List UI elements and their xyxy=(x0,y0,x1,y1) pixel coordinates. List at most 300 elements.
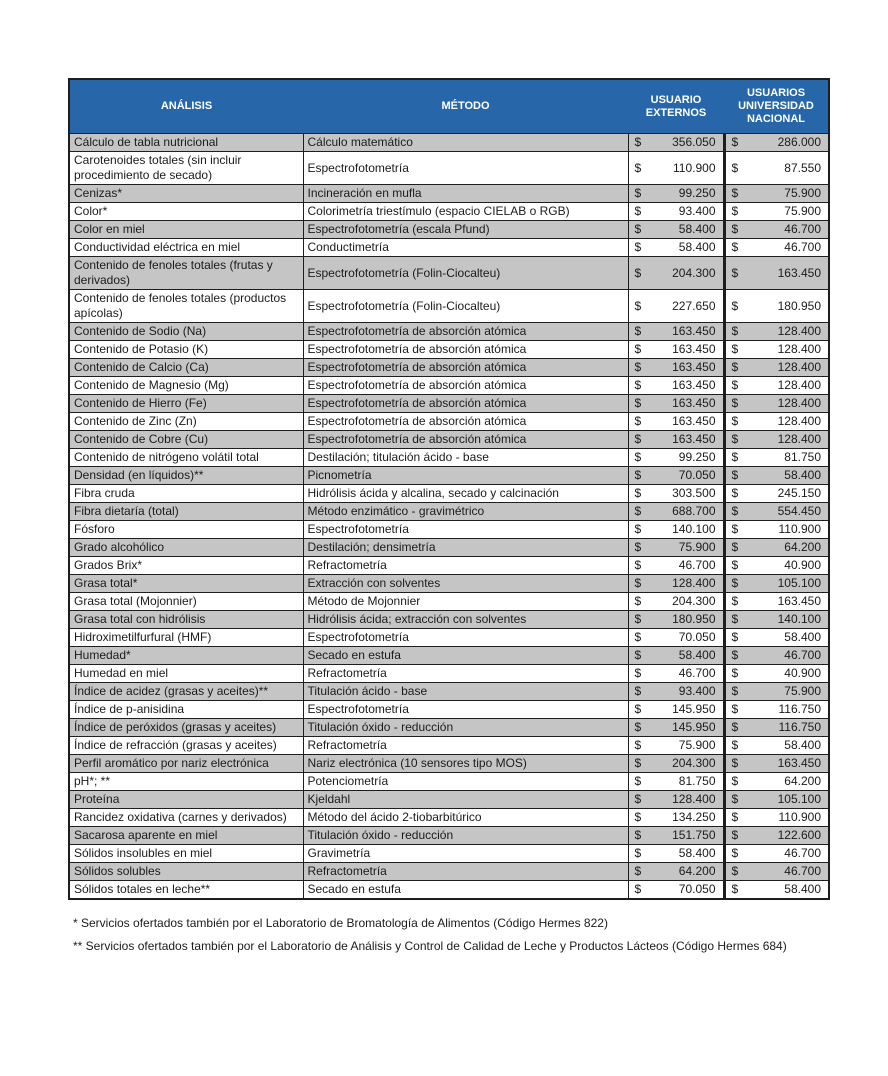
unal-user-price-cell xyxy=(724,593,829,611)
table-row xyxy=(69,485,829,503)
unal-user-price: 64.200 xyxy=(784,774,821,788)
footnote-single-asterisk: * Servicios ofertados también por el Laboratorio de Bromatología de Alimentos (Código Hermes 822) xyxy=(73,916,608,930)
external-user-price-cell xyxy=(628,845,724,863)
external-user-price: 58.400 xyxy=(678,240,716,254)
table-row xyxy=(69,683,829,701)
table-row xyxy=(69,431,829,449)
unal-user-price-cell xyxy=(724,683,829,701)
method-name: Método de Mojonnier xyxy=(303,593,628,611)
currency-symbol: $ xyxy=(634,342,642,356)
analysis-name: Color en miel xyxy=(69,221,303,239)
external-user-price: 70.050 xyxy=(678,882,716,896)
external-user-price: 145.950 xyxy=(672,720,716,734)
currency-symbol: $ xyxy=(731,414,739,428)
analysis-name: Índice de refracción (grasas y aceites) xyxy=(69,737,303,755)
analysis-name: Cálculo de tabla nutricional xyxy=(69,134,303,152)
method-name: Espectrofotometría de absorción atómica xyxy=(303,359,628,377)
analysis-name: Perfil aromático por nariz electrónica xyxy=(69,755,303,773)
external-user-price: 128.400 xyxy=(672,576,716,590)
analysis-name: Carotenoides totales (sin incluir procedimiento de secado) xyxy=(69,152,303,185)
external-user-price: 99.250 xyxy=(678,186,716,200)
currency-symbol: $ xyxy=(634,186,642,200)
table-row xyxy=(69,827,829,845)
unal-user-price: 128.400 xyxy=(777,378,821,392)
analysis-name: Fibra cruda xyxy=(69,485,303,503)
analysis-name: Contenido de nitrógeno volátil total xyxy=(69,449,303,467)
method-name: Titulación óxido - reducción xyxy=(303,827,628,845)
currency-symbol: $ xyxy=(634,414,642,428)
analysis-name: Índice de p-anisidina xyxy=(69,701,303,719)
currency-symbol: $ xyxy=(634,222,642,236)
unal-user-price: 75.900 xyxy=(784,684,821,698)
unal-user-price: 58.400 xyxy=(784,468,821,482)
external-user-price-cell xyxy=(628,203,724,221)
unal-user-price: 46.700 xyxy=(784,846,821,860)
method-name: Refractometría xyxy=(303,557,628,575)
external-user-price-cell xyxy=(628,359,724,377)
currency-symbol: $ xyxy=(731,648,739,662)
currency-symbol: $ xyxy=(731,240,739,254)
unal-user-price-cell xyxy=(724,395,829,413)
method-name: Espectrofotometría de absorción atómica xyxy=(303,413,628,431)
table-row xyxy=(69,809,829,827)
table-row xyxy=(69,575,829,593)
external-user-price: 140.100 xyxy=(672,522,716,536)
currency-symbol: $ xyxy=(731,738,739,752)
external-user-price: 93.400 xyxy=(678,204,716,218)
unal-user-price: 40.900 xyxy=(784,666,821,680)
currency-symbol: $ xyxy=(634,702,642,716)
currency-symbol: $ xyxy=(731,684,739,698)
external-user-price-cell xyxy=(628,557,724,575)
external-user-price-cell xyxy=(628,257,724,290)
price-table-container xyxy=(68,78,828,900)
currency-symbol: $ xyxy=(731,792,739,806)
unal-user-price-cell xyxy=(724,611,829,629)
currency-symbol: $ xyxy=(634,135,642,149)
table-row xyxy=(69,755,829,773)
method-name: Espectrofotometría (escala Pfund) xyxy=(303,221,628,239)
footnotes xyxy=(73,916,888,953)
analysis-name: Grados Brix* xyxy=(69,557,303,575)
external-user-price: 356.050 xyxy=(672,135,716,149)
table-row xyxy=(69,701,829,719)
external-user-price-cell xyxy=(628,239,724,257)
analysis-name: Grasa total* xyxy=(69,575,303,593)
table-row xyxy=(69,290,829,323)
analysis-name: Hidroximetilfurfural (HMF) xyxy=(69,629,303,647)
external-user-price: 58.400 xyxy=(678,846,716,860)
external-user-price: 64.200 xyxy=(678,864,716,878)
unal-user-price: 58.400 xyxy=(784,630,821,644)
analysis-name: Contenido de Magnesio (Mg) xyxy=(69,377,303,395)
method-name: Método del ácido 2-tiobarbitúrico xyxy=(303,809,628,827)
method-name: Refractometría xyxy=(303,863,628,881)
method-name: Nariz electrónica (10 sensores tipo MOS) xyxy=(303,755,628,773)
unal-user-price-cell xyxy=(724,647,829,665)
analysis-name: Índice de acidez (grasas y aceites)** xyxy=(69,683,303,701)
currency-symbol: $ xyxy=(634,846,642,860)
external-user-price-cell xyxy=(628,431,724,449)
unal-user-price: 128.400 xyxy=(777,360,821,374)
currency-symbol: $ xyxy=(634,576,642,590)
table-row xyxy=(69,257,829,290)
unal-user-price: 75.900 xyxy=(784,186,821,200)
currency-symbol: $ xyxy=(731,222,739,236)
table-row xyxy=(69,539,829,557)
unal-user-price-cell xyxy=(724,629,829,647)
method-name: Espectrofotometría (Folin-Ciocalteu) xyxy=(303,257,628,290)
external-user-price-cell xyxy=(628,683,724,701)
external-user-price-cell xyxy=(628,863,724,881)
currency-symbol: $ xyxy=(634,486,642,500)
column-header-usuario-externos: USUARIO EXTERNOS xyxy=(628,79,724,134)
external-user-price: 180.950 xyxy=(672,612,716,626)
unal-user-price-cell xyxy=(724,845,829,863)
table-row xyxy=(69,611,829,629)
external-user-price-cell xyxy=(628,827,724,845)
unal-user-price-cell xyxy=(724,809,829,827)
analysis-name: Humedad* xyxy=(69,647,303,665)
external-user-price: 163.450 xyxy=(672,324,716,338)
method-name: Espectrofotometría xyxy=(303,701,628,719)
external-user-price: 134.250 xyxy=(672,810,716,824)
unal-user-price: 116.750 xyxy=(778,720,821,734)
currency-symbol: $ xyxy=(634,594,642,608)
external-user-price-cell xyxy=(628,773,724,791)
unal-user-price-cell xyxy=(724,203,829,221)
unal-user-price: 58.400 xyxy=(784,738,821,752)
unal-user-price: 128.400 xyxy=(777,432,821,446)
external-user-price-cell xyxy=(628,701,724,719)
external-user-price: 75.900 xyxy=(678,540,716,554)
currency-symbol: $ xyxy=(731,432,739,446)
currency-symbol: $ xyxy=(731,720,739,734)
analysis-name: Fósforo xyxy=(69,521,303,539)
table-row xyxy=(69,881,829,900)
table-row xyxy=(69,845,829,863)
external-user-price-cell xyxy=(628,755,724,773)
table-row xyxy=(69,719,829,737)
document-page xyxy=(0,78,888,1076)
external-user-price: 688.700 xyxy=(672,504,716,518)
currency-symbol: $ xyxy=(731,298,739,313)
table-row xyxy=(69,152,829,185)
external-user-price: 163.450 xyxy=(672,360,716,374)
analysis-name: Contenido de Hierro (Fe) xyxy=(69,395,303,413)
currency-symbol: $ xyxy=(731,342,739,356)
external-user-price-cell xyxy=(628,290,724,323)
external-user-price-cell xyxy=(628,539,724,557)
external-user-price-cell xyxy=(628,881,724,900)
method-name: Hidrólisis ácida y alcalina, secado y calcinación xyxy=(303,485,628,503)
external-user-price: 163.450 xyxy=(672,396,716,410)
table-row xyxy=(69,413,829,431)
unal-user-price-cell xyxy=(724,521,829,539)
analysis-name: Sólidos solubles xyxy=(69,863,303,881)
analysis-name: Sólidos totales en leche** xyxy=(69,881,303,900)
unal-user-price: 554.450 xyxy=(777,504,821,518)
unal-user-price: 105.100 xyxy=(777,792,821,806)
unal-user-price: 58.400 xyxy=(784,882,821,896)
currency-symbol: $ xyxy=(634,432,642,446)
analysis-name: Densidad (en líquidos)** xyxy=(69,467,303,485)
table-row xyxy=(69,863,829,881)
currency-symbol: $ xyxy=(634,160,642,175)
method-name: Espectrofotometría de absorción atómica xyxy=(303,341,628,359)
table-row xyxy=(69,377,829,395)
currency-symbol: $ xyxy=(731,558,739,572)
currency-symbol: $ xyxy=(731,504,739,518)
method-name: Espectrofotometría de absorción atómica xyxy=(303,431,628,449)
table-row xyxy=(69,449,829,467)
external-user-price: 151.750 xyxy=(672,828,716,842)
analysis-name: Sólidos insolubles en miel xyxy=(69,845,303,863)
method-name: Secado en estufa xyxy=(303,647,628,665)
column-header-usuarios-universidad-nacional: USUARIOS UNIVERSIDAD NACIONAL xyxy=(724,79,829,134)
method-name: Colorimetría triestímulo (espacio CIELAB o RGB) xyxy=(303,203,628,221)
external-user-price: 46.700 xyxy=(678,666,716,680)
analysis-name: Contenido de Cobre (Cu) xyxy=(69,431,303,449)
currency-symbol: $ xyxy=(634,396,642,410)
unal-user-price: 180.950 xyxy=(777,298,821,313)
unal-user-price: 286.000 xyxy=(777,135,821,149)
external-user-price-cell xyxy=(628,791,724,809)
method-name: Incineración en mufla xyxy=(303,185,628,203)
method-name: Espectrofotometría de absorción atómica xyxy=(303,377,628,395)
unal-user-price-cell xyxy=(724,701,829,719)
external-user-price: 70.050 xyxy=(678,630,716,644)
currency-symbol: $ xyxy=(731,186,739,200)
analysis-name: Índice de peróxidos (grasas y aceites) xyxy=(69,719,303,737)
unal-user-price-cell xyxy=(724,239,829,257)
unal-user-price: 81.750 xyxy=(784,450,821,464)
unal-user-price-cell xyxy=(724,485,829,503)
unal-user-price-cell xyxy=(724,413,829,431)
analysis-name: Humedad en miel xyxy=(69,665,303,683)
external-user-price: 46.700 xyxy=(678,558,716,572)
method-name: Refractometría xyxy=(303,665,628,683)
unal-user-price-cell xyxy=(724,221,829,239)
external-user-price-cell xyxy=(628,575,724,593)
table-row xyxy=(69,629,829,647)
table-row xyxy=(69,557,829,575)
method-name: Espectrofotometría xyxy=(303,629,628,647)
method-name: Espectrofotometría de absorción atómica xyxy=(303,323,628,341)
unal-user-price: 128.400 xyxy=(777,324,821,338)
analysis-name: Cenizas* xyxy=(69,185,303,203)
method-name: Conductimetría xyxy=(303,239,628,257)
unal-user-price-cell xyxy=(724,152,829,185)
external-user-price-cell xyxy=(628,152,724,185)
currency-symbol: $ xyxy=(731,396,739,410)
table-row xyxy=(69,521,829,539)
external-user-price-cell xyxy=(628,185,724,203)
analysis-name: Rancidez oxidativa (carnes y derivados) xyxy=(69,809,303,827)
currency-symbol: $ xyxy=(634,450,642,464)
external-user-price: 99.250 xyxy=(678,450,716,464)
analysis-name: Contenido de fenoles totales (productos apícolas) xyxy=(69,290,303,323)
currency-symbol: $ xyxy=(731,576,739,590)
method-name: Gravimetría xyxy=(303,845,628,863)
external-user-price: 70.050 xyxy=(678,468,716,482)
currency-symbol: $ xyxy=(731,360,739,374)
currency-symbol: $ xyxy=(731,204,739,218)
unal-user-price-cell xyxy=(724,134,829,152)
table-row xyxy=(69,323,829,341)
unal-user-price: 75.900 xyxy=(784,204,821,218)
unal-user-price: 163.450 xyxy=(777,594,821,608)
table-row xyxy=(69,221,829,239)
external-user-price-cell xyxy=(628,719,724,737)
external-user-price-cell xyxy=(628,521,724,539)
currency-symbol: $ xyxy=(634,684,642,698)
unal-user-price-cell xyxy=(724,377,829,395)
external-user-price-cell xyxy=(628,665,724,683)
unal-user-price-cell xyxy=(724,503,829,521)
method-name: Cálculo matemático xyxy=(303,134,628,152)
currency-symbol: $ xyxy=(634,882,642,896)
currency-symbol: $ xyxy=(731,774,739,788)
external-user-price: 145.950 xyxy=(672,702,716,716)
currency-symbol: $ xyxy=(634,828,642,842)
currency-symbol: $ xyxy=(634,738,642,752)
table-row xyxy=(69,359,829,377)
currency-symbol: $ xyxy=(731,864,739,878)
external-user-price-cell xyxy=(628,611,724,629)
analysis-name: Grado alcohólico xyxy=(69,539,303,557)
table-row xyxy=(69,341,829,359)
external-user-price: 163.450 xyxy=(672,378,716,392)
currency-symbol: $ xyxy=(731,160,739,175)
footnote-double-asterisk: ** Servicios ofertados también por el Laboratorio de Análisis y Control de Calidad de Leche y Productos Lácteos (Código Hermes 684) xyxy=(73,939,787,953)
currency-symbol: $ xyxy=(634,810,642,824)
price-table xyxy=(68,78,830,900)
external-user-price-cell xyxy=(628,134,724,152)
currency-symbol: $ xyxy=(731,756,739,770)
unal-user-price: 163.450 xyxy=(777,756,821,770)
analysis-name: Contenido de fenoles totales (frutas y derivados) xyxy=(69,257,303,290)
external-user-price-cell xyxy=(628,485,724,503)
external-user-price-cell xyxy=(628,377,724,395)
currency-symbol: $ xyxy=(731,135,739,149)
table-row xyxy=(69,185,829,203)
table-row xyxy=(69,503,829,521)
table-row xyxy=(69,737,829,755)
unal-user-price: 46.700 xyxy=(784,240,821,254)
method-name: Kjeldahl xyxy=(303,791,628,809)
currency-symbol: $ xyxy=(731,702,739,716)
method-name: Hidrólisis ácida; extracción con solventes xyxy=(303,611,628,629)
currency-symbol: $ xyxy=(634,648,642,662)
external-user-price: 227.650 xyxy=(672,298,716,313)
currency-symbol: $ xyxy=(634,360,642,374)
currency-symbol: $ xyxy=(731,468,739,482)
currency-symbol: $ xyxy=(731,594,739,608)
unal-user-price-cell xyxy=(724,827,829,845)
analysis-name: Contenido de Sodio (Na) xyxy=(69,323,303,341)
table-row xyxy=(69,134,829,152)
external-user-price-cell xyxy=(628,449,724,467)
unal-user-price-cell xyxy=(724,557,829,575)
unal-user-price: 110.900 xyxy=(778,810,821,824)
unal-user-price-cell xyxy=(724,755,829,773)
table-row xyxy=(69,239,829,257)
method-name: Espectrofotometría xyxy=(303,152,628,185)
analysis-name: Grasa total (Mojonnier) xyxy=(69,593,303,611)
analysis-name: Sacarosa aparente en miel xyxy=(69,827,303,845)
unal-user-price-cell xyxy=(724,467,829,485)
unal-user-price: 122.600 xyxy=(777,828,821,842)
unal-user-price-cell xyxy=(724,431,829,449)
table-row xyxy=(69,773,829,791)
currency-symbol: $ xyxy=(731,324,739,338)
method-name: Método enzimático - gravimétrico xyxy=(303,503,628,521)
unal-user-price: 116.750 xyxy=(778,702,821,716)
unal-user-price-cell xyxy=(724,737,829,755)
currency-symbol: $ xyxy=(731,378,739,392)
method-name: Espectrofotometría xyxy=(303,521,628,539)
method-name: Espectrofotometría (Folin-Ciocalteu) xyxy=(303,290,628,323)
external-user-price: 204.300 xyxy=(672,594,716,608)
currency-symbol: $ xyxy=(634,630,642,644)
unal-user-price: 110.900 xyxy=(778,522,821,536)
unal-user-price-cell xyxy=(724,539,829,557)
unal-user-price-cell xyxy=(724,323,829,341)
currency-symbol: $ xyxy=(634,666,642,680)
unal-user-price: 245.150 xyxy=(777,486,821,500)
external-user-price: 163.450 xyxy=(672,414,716,428)
analysis-name: Contenido de Calcio (Ca) xyxy=(69,359,303,377)
table-body xyxy=(69,134,829,900)
unal-user-price: 163.450 xyxy=(777,265,821,280)
analysis-name: Contenido de Zinc (Zn) xyxy=(69,413,303,431)
currency-symbol: $ xyxy=(634,774,642,788)
currency-symbol: $ xyxy=(731,522,739,536)
currency-symbol: $ xyxy=(731,630,739,644)
currency-symbol: $ xyxy=(634,378,642,392)
external-user-price: 204.300 xyxy=(672,265,716,280)
external-user-price-cell xyxy=(628,221,724,239)
currency-symbol: $ xyxy=(634,204,642,218)
table-row xyxy=(69,467,829,485)
currency-symbol: $ xyxy=(731,882,739,896)
external-user-price: 204.300 xyxy=(672,756,716,770)
analysis-name: pH*; ** xyxy=(69,773,303,791)
table-row xyxy=(69,593,829,611)
analysis-name: Fibra dietaría (total) xyxy=(69,503,303,521)
external-user-price-cell xyxy=(628,395,724,413)
currency-symbol: $ xyxy=(634,756,642,770)
table-row xyxy=(69,203,829,221)
external-user-price: 75.900 xyxy=(678,738,716,752)
currency-symbol: $ xyxy=(731,486,739,500)
currency-symbol: $ xyxy=(634,324,642,338)
unal-user-price: 105.100 xyxy=(777,576,821,590)
external-user-price-cell xyxy=(628,737,724,755)
unal-user-price-cell xyxy=(724,575,829,593)
unal-user-price: 46.700 xyxy=(784,222,821,236)
unal-user-price-cell xyxy=(724,791,829,809)
currency-symbol: $ xyxy=(731,846,739,860)
unal-user-price: 128.400 xyxy=(777,396,821,410)
currency-symbol: $ xyxy=(634,504,642,518)
currency-symbol: $ xyxy=(731,540,739,554)
unal-user-price: 40.900 xyxy=(784,558,821,572)
table-row xyxy=(69,395,829,413)
table-row xyxy=(69,665,829,683)
currency-symbol: $ xyxy=(634,240,642,254)
